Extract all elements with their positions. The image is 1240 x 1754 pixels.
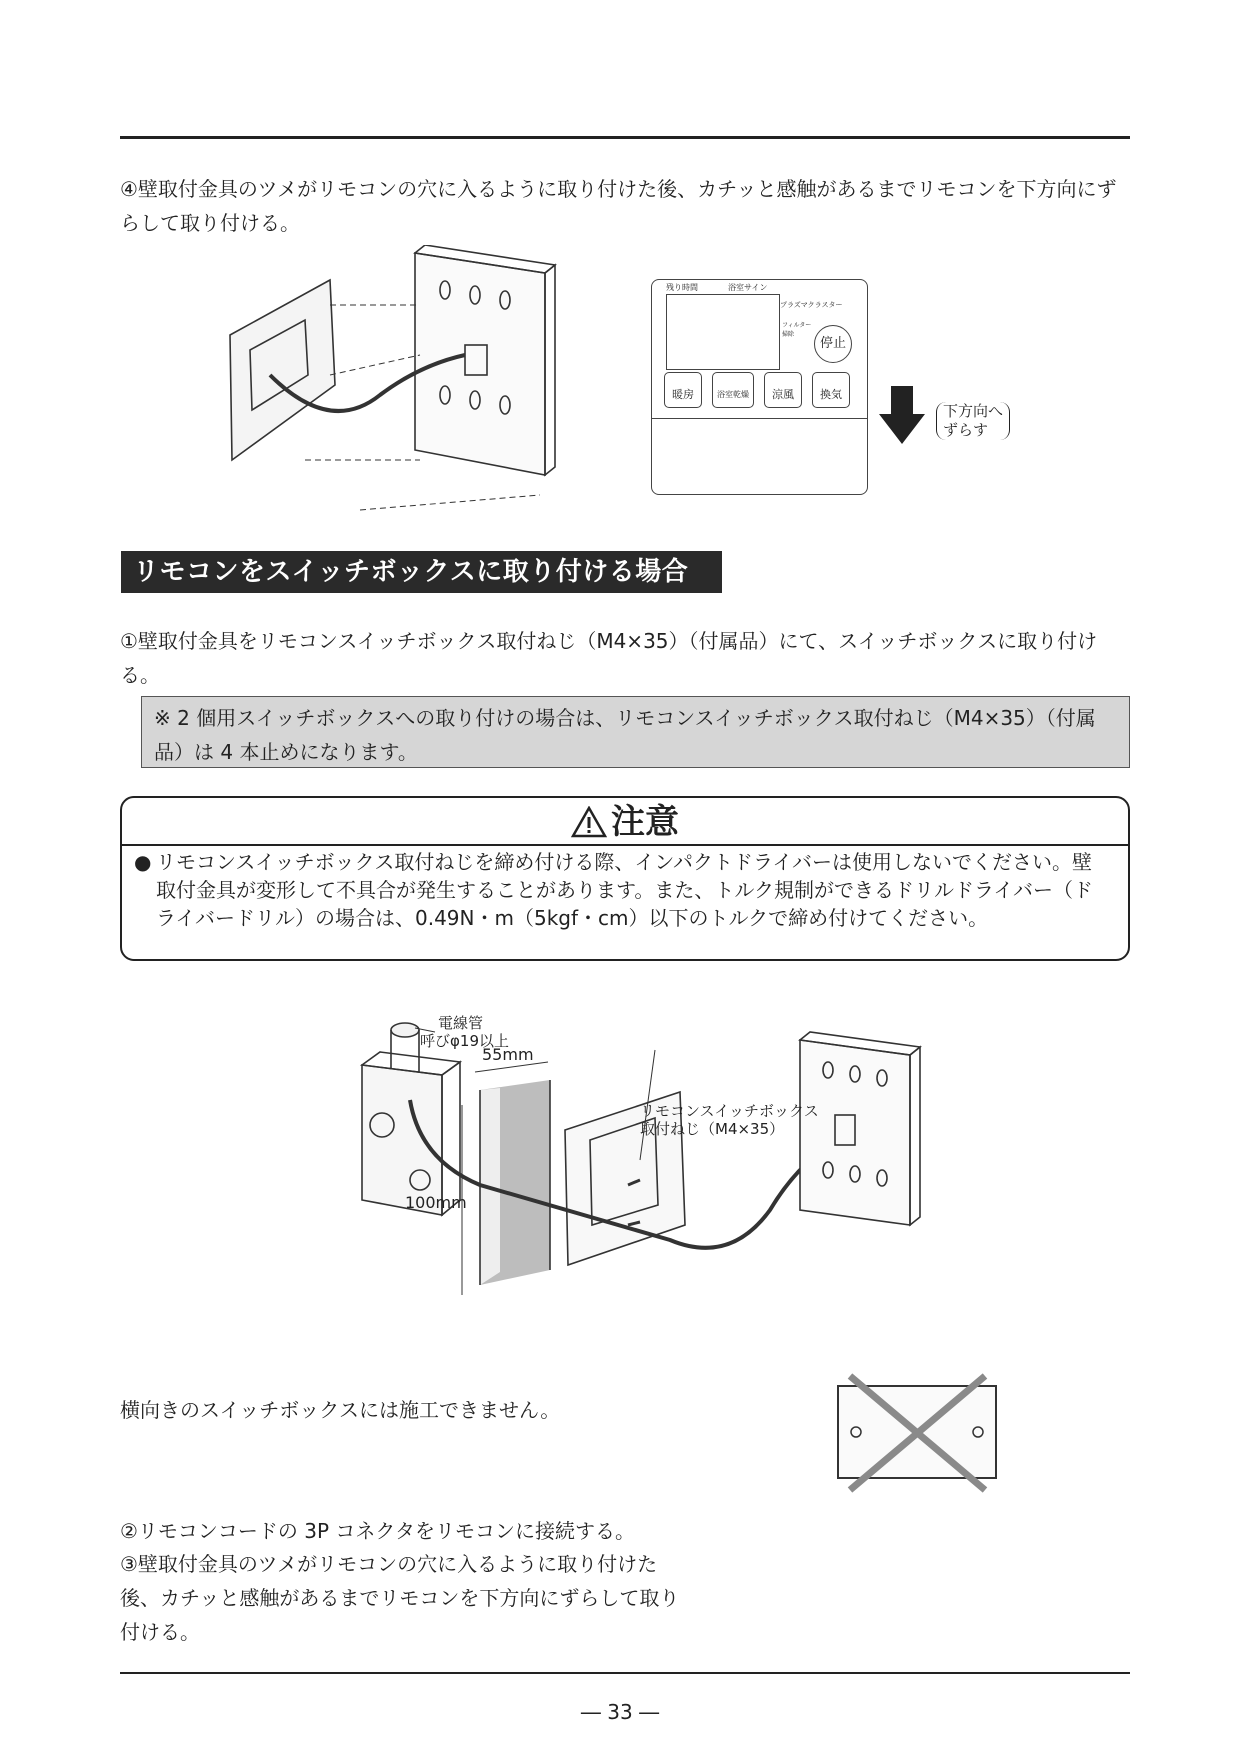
bath-dry-button[interactable]: 浴室乾燥 xyxy=(712,372,754,408)
remote-display xyxy=(666,294,780,370)
remote-mode-buttons xyxy=(662,372,862,412)
page-number: ― 33 ― xyxy=(580,1700,660,1724)
heat-button[interactable]: 暖房 xyxy=(664,372,702,408)
stop-button[interactable]: 停止 xyxy=(814,325,852,363)
screw-label-2: 取付ねじ（M4×35） xyxy=(640,1120,785,1138)
step-2-text: ②リモコンコードの 3P コネクタをリモコンに接続する。 xyxy=(120,1519,636,1543)
bullet-icon: ● xyxy=(134,850,152,874)
screw-label-1: リモコンスイッチボックス xyxy=(640,1102,819,1120)
remote-bath-label: 浴室サイン xyxy=(728,283,768,292)
remote-front-view xyxy=(651,279,868,495)
note-text: ※ 2 個用スイッチボックスへの取り付けの場合は、リモコンスイッチボックス取付ねじ（M4×35）（付属品）は 4 本止めになります。 xyxy=(154,706,1096,764)
switch-box-diagram xyxy=(350,1010,1000,1410)
horizontal-box-note: 横向きのスイッチボックスには施工できません。 xyxy=(120,1398,561,1422)
dim-width-label: 55mm xyxy=(482,1045,534,1064)
note-box xyxy=(141,696,1130,768)
conduit-label-2: 呼びφ19以上 xyxy=(420,1032,509,1050)
step-4-text: ④壁取付金具のツメがリモコンの穴に入るように取り付けた後、カチッと感触があるまでリモコンを下方向にずらして取り付ける。 xyxy=(120,177,1117,235)
caution-title xyxy=(122,798,1128,846)
cool-button[interactable]: 涼風 xyxy=(764,372,802,408)
top-rule xyxy=(120,136,1130,139)
conduit-label-1: 電線管 xyxy=(438,1014,484,1032)
bracket-remote-illustration xyxy=(210,245,570,525)
slide-down-caption: 下方向へ ずらす xyxy=(936,402,1010,440)
remote-time-label: 残り時間 xyxy=(666,283,698,292)
caution-title-text: 注意 xyxy=(611,802,679,842)
caution-box xyxy=(120,796,1130,961)
arrow-down-icon xyxy=(877,386,927,446)
section-step-1: ①壁取付金具をリモコンスイッチボックス取付ねじ（M4×35）（付属品）にて、スイッチボックスに取り付ける。 xyxy=(120,629,1098,687)
prohibited-horizontal-box xyxy=(830,1368,1005,1498)
warning-triangle-icon xyxy=(571,806,607,838)
ventilation-button[interactable]: 換気 xyxy=(812,372,850,408)
caution-text: リモコンスイッチボックス取付ねじを締め付ける際、インパクトドライバーは使用しないでください。壁取付金具が変形して不具合が発生することがあります。また、トルク規制ができるドリルドライバー（ドライバードリル）の場合は、0.49N・m（5kgf・cm）以下のトルクで締め付けてください。 xyxy=(156,850,1093,930)
caution-body xyxy=(134,848,1106,932)
section-heading: リモコンをスイッチボックスに取り付ける場合 xyxy=(121,551,722,593)
remote-lower-cover xyxy=(651,418,868,496)
remote-filter-label: フィルター 掃除 xyxy=(782,322,812,338)
remote-brand-label: プラズマクラスター xyxy=(780,301,843,309)
bottom-rule xyxy=(120,1672,1130,1674)
dim-height-label: 100mm xyxy=(405,1193,467,1212)
step-3-text: ③壁取付金具のツメがリモコンの穴に入るように取り付けた後、カチッと感触があるまでリモコンを下方向にずらして取り付ける。 xyxy=(120,1552,680,1644)
